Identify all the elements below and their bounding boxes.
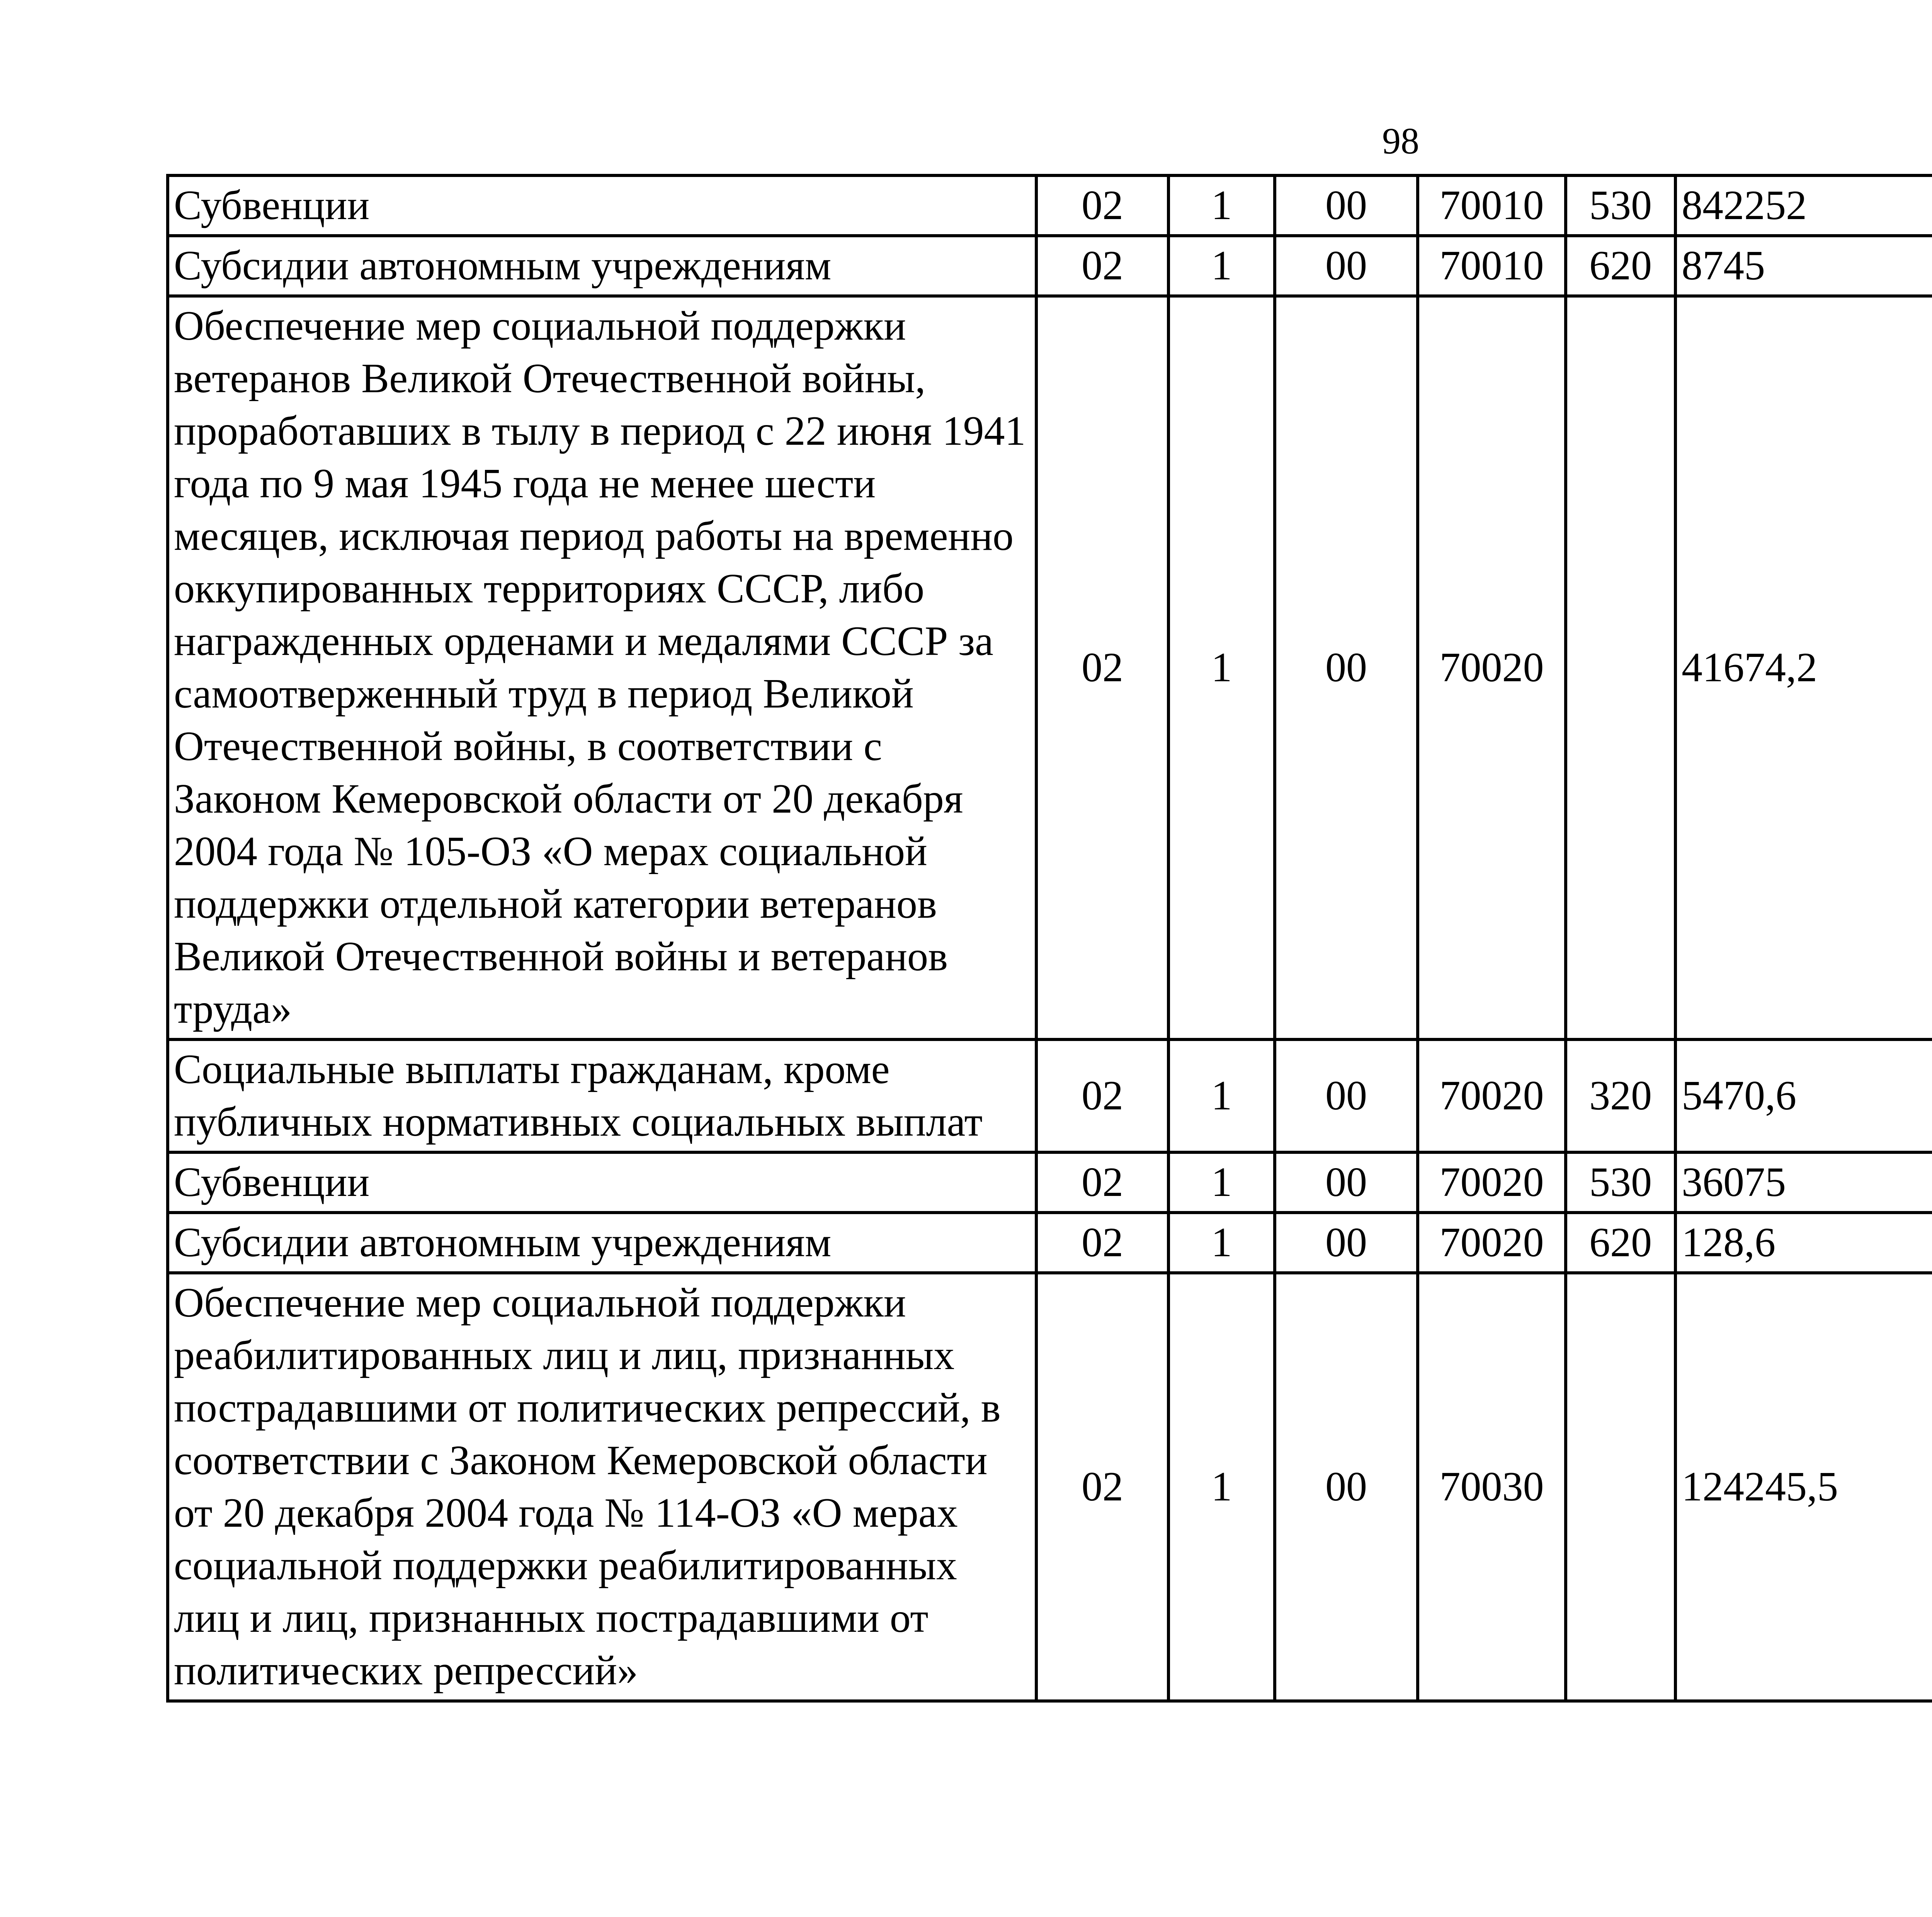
- budget-table: [166, 174, 1932, 1703]
- expense-type-code: [1566, 1273, 1675, 1701]
- direction-code: 70020: [1418, 1152, 1566, 1213]
- amount-1: 128,6: [1675, 1213, 1932, 1273]
- section-code: 02: [1036, 1213, 1168, 1273]
- row-name: Субвенции: [168, 1152, 1036, 1213]
- direction-code: 70010: [1418, 236, 1566, 296]
- amount-1: 36075: [1675, 1152, 1932, 1213]
- program-code: 1: [1168, 1213, 1275, 1273]
- row-name: Субвенции: [168, 175, 1036, 236]
- expense-type-code: 620: [1566, 1213, 1675, 1273]
- row-name: Социальные выплаты гражданам, кроме публичных нормативных социальных выплат: [168, 1039, 1036, 1152]
- amount-1: 5470,6: [1675, 1039, 1932, 1152]
- program-code: 1: [1168, 1273, 1275, 1701]
- table-row: [168, 236, 1932, 296]
- subprogram-code: 00: [1275, 236, 1418, 296]
- row-name: Обеспечение мер социальной поддержки ветеранов Великой Отечественной войны, проработавших в тылу в период с 22 июня 1941 года по 9 мая 1945 года не менее шести месяцев, исключая период работы на временно оккупированных территориях СССР, либо награжденных орденами и медалями СССР за самоотверженный труд в период Великой Отечественной войны, в соответствии с Законом Кемеровской области от 20 декабря 2004 года № 105-ОЗ «О мерах социальной поддержки отдельной категории ветеранов Великой Отечественной войны и ветеранов труда»: [168, 296, 1036, 1039]
- direction-code: 70020: [1418, 1039, 1566, 1152]
- subprogram-code: 00: [1275, 1213, 1418, 1273]
- row-name: Обеспечение мер социальной поддержки реабилитированных лиц и лиц, признанных пострадавшими от политических репрессий, в соответствии с Законом Кемеровской области от 20 декабря 2004 года № 114-ОЗ «О мерах социальной поддержки реабилитированных лиц и лиц, признанных пострадавшими от политических репрессий»: [168, 1273, 1036, 1701]
- expense-type-code: 530: [1566, 1152, 1675, 1213]
- amount-1: 842252: [1675, 175, 1932, 236]
- program-code: 1: [1168, 175, 1275, 236]
- amount-1: 41674,2: [1675, 296, 1932, 1039]
- table-row: [168, 1039, 1932, 1152]
- section-code: 02: [1036, 1152, 1168, 1213]
- row-name: Субсидии автономным учреждениям: [168, 1213, 1036, 1273]
- direction-code: 70010: [1418, 175, 1566, 236]
- subprogram-code: 00: [1275, 296, 1418, 1039]
- expense-type-code: [1566, 296, 1675, 1039]
- expense-type-code: 620: [1566, 236, 1675, 296]
- section-code: 02: [1036, 236, 1168, 296]
- program-code: 1: [1168, 296, 1275, 1039]
- subprogram-code: 00: [1275, 175, 1418, 236]
- program-code: 1: [1168, 1039, 1275, 1152]
- expense-type-code: 320: [1566, 1039, 1675, 1152]
- direction-code: 70030: [1418, 1273, 1566, 1701]
- table-row: [168, 175, 1932, 236]
- row-name: Субсидии автономным учреждениям: [168, 236, 1036, 296]
- subprogram-code: 00: [1275, 1039, 1418, 1152]
- table-row: [168, 1152, 1932, 1213]
- expense-type-code: 530: [1566, 175, 1675, 236]
- direction-code: 70020: [1418, 296, 1566, 1039]
- table-row: [168, 1213, 1932, 1273]
- program-code: 1: [1168, 1152, 1275, 1213]
- direction-code: 70020: [1418, 1213, 1566, 1273]
- section-code: 02: [1036, 1039, 1168, 1152]
- amount-1: 124245,5: [1675, 1273, 1932, 1701]
- program-code: 1: [1168, 236, 1275, 296]
- table-row: [168, 296, 1932, 1039]
- subprogram-code: 00: [1275, 1152, 1418, 1213]
- page-number: 98: [1382, 120, 1419, 162]
- amount-1: 8745: [1675, 236, 1932, 296]
- subprogram-code: 00: [1275, 1273, 1418, 1701]
- section-code: 02: [1036, 296, 1168, 1039]
- section-code: 02: [1036, 175, 1168, 236]
- section-code: 02: [1036, 1273, 1168, 1701]
- table-row: [168, 1273, 1932, 1701]
